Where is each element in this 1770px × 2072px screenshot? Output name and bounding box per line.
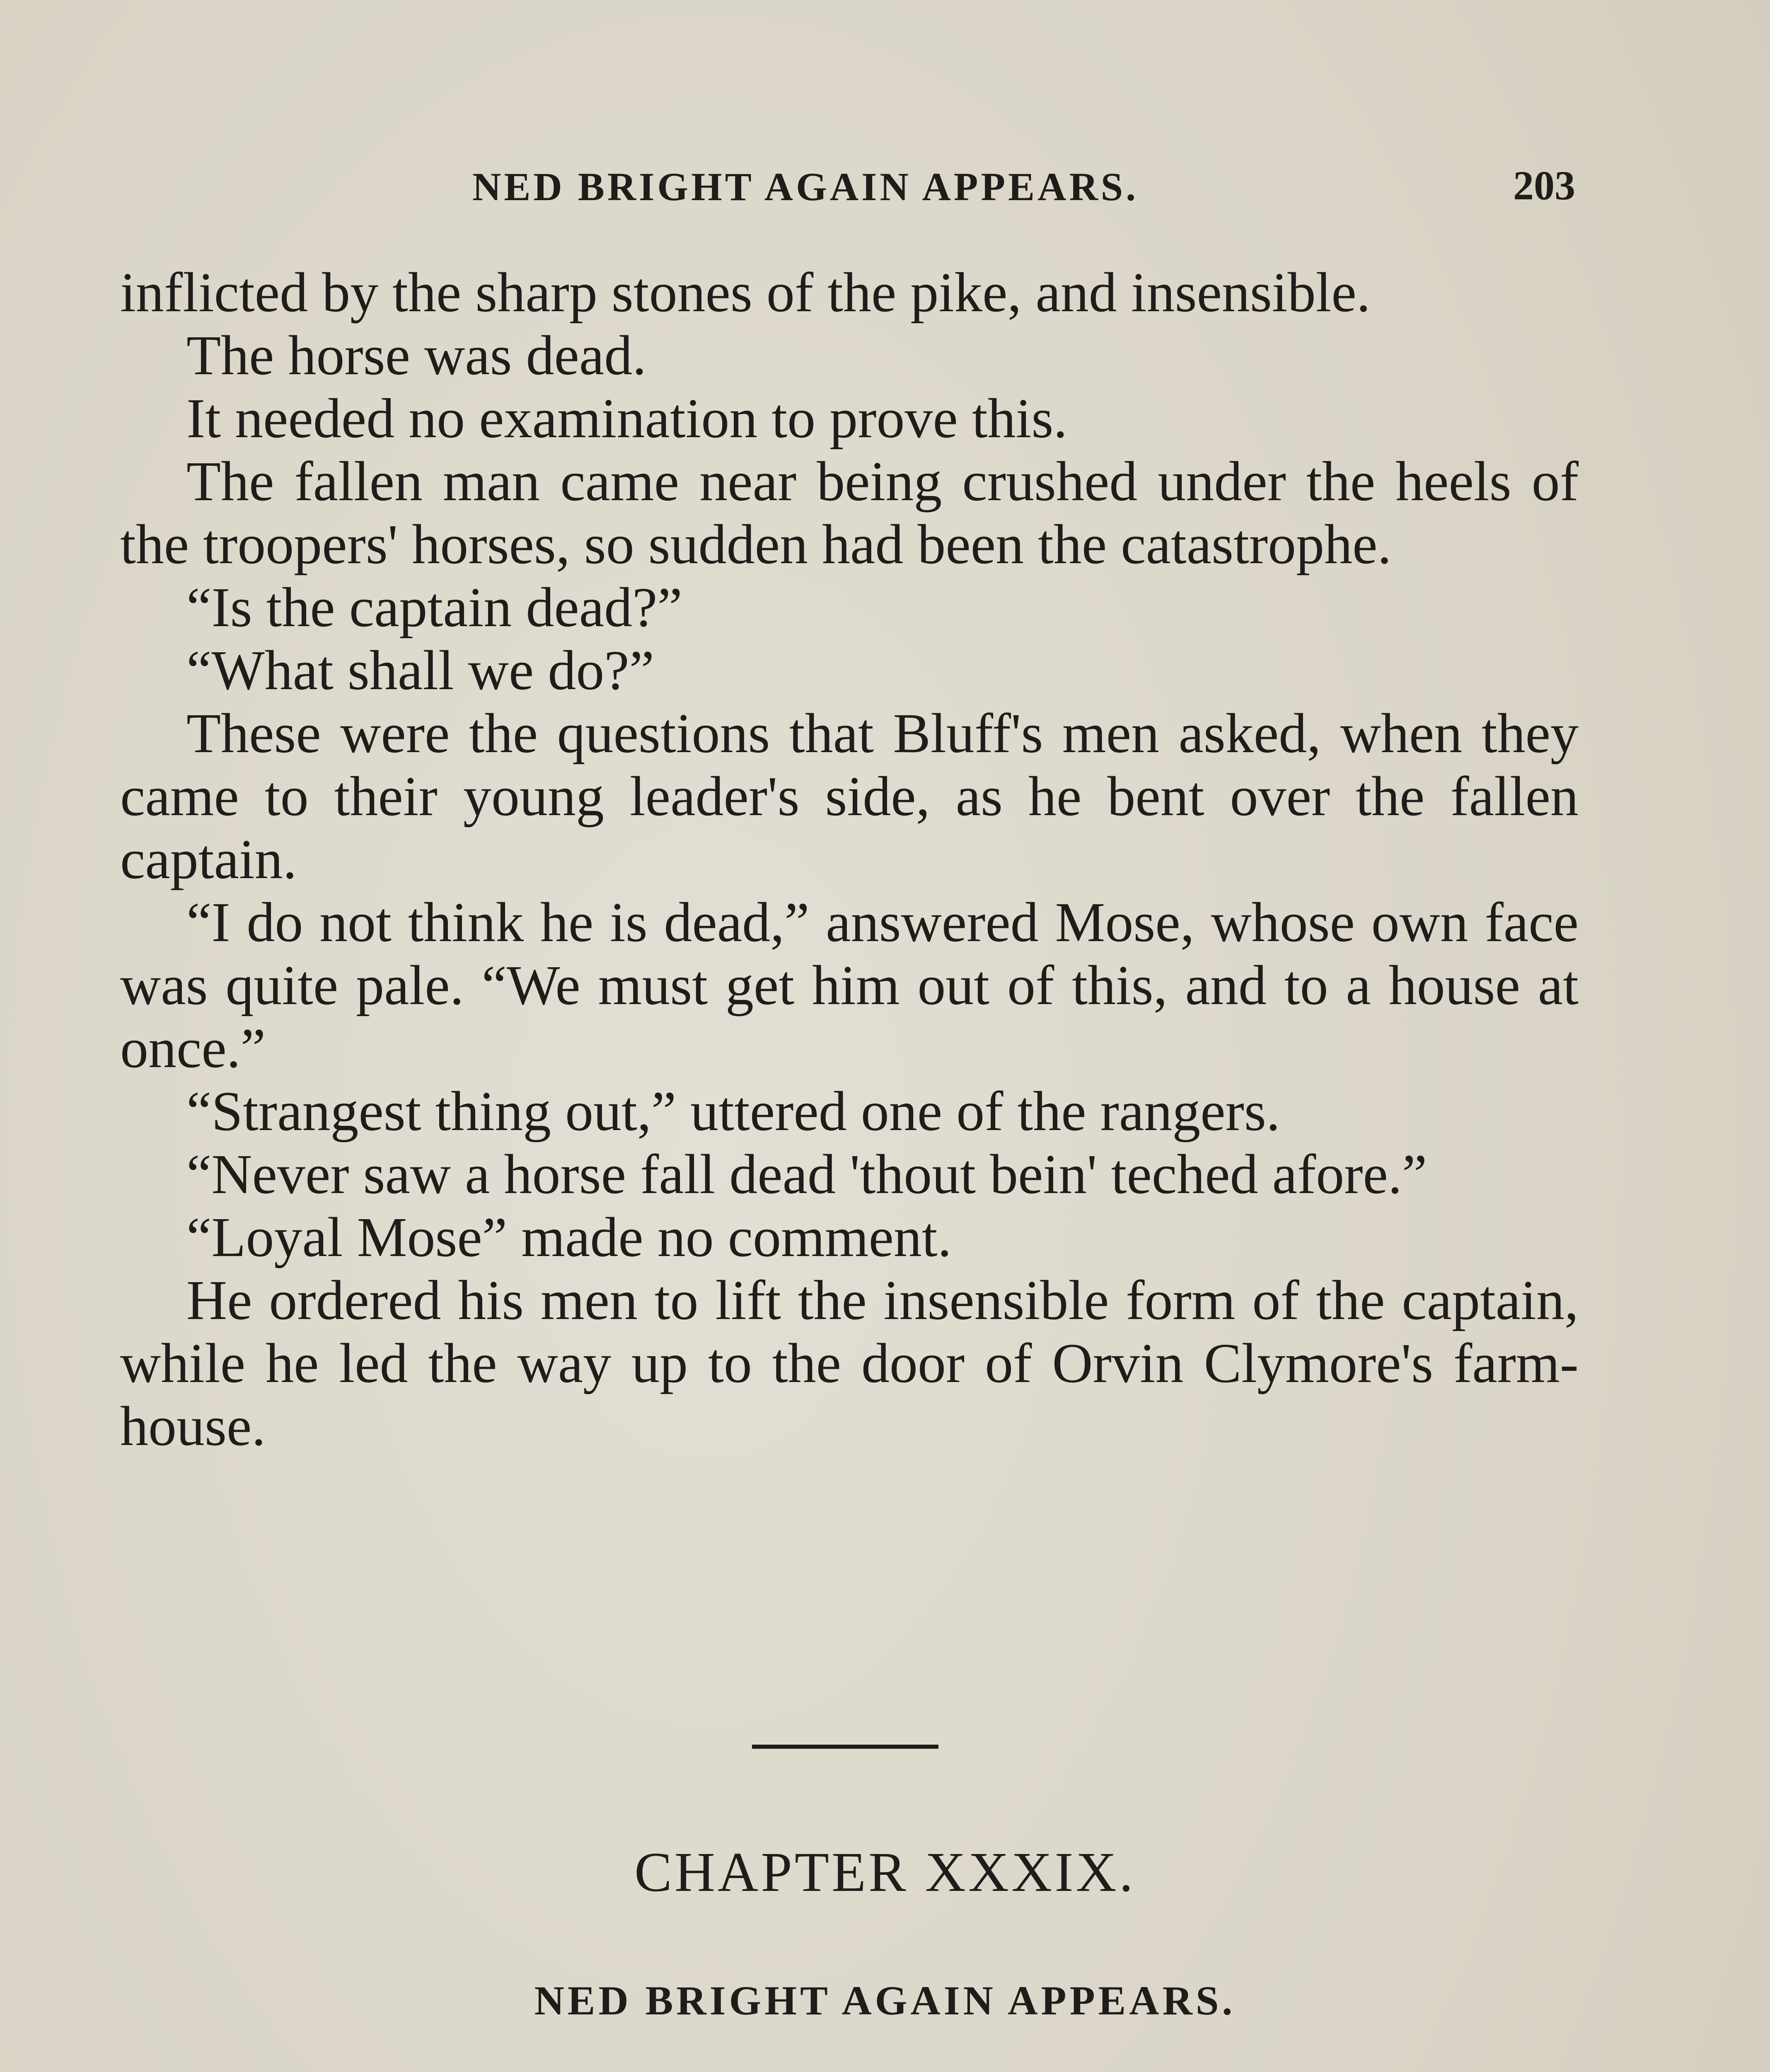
running-head: NED BRIGHT AGAIN APPEARS. [472, 165, 1139, 209]
paragraph: “Never saw a horse fall dead 'thout bein' teched afore.” [186, 1143, 1427, 1205]
paragraph: inflicted by the sharp stones of the pike, and insensible. [120, 261, 1371, 324]
paragraph: The fallen man came near being crushed under the heels of the troopers' horses, so sudden had been the catastrophe. [120, 450, 1579, 576]
paragraph: “I do not think he is dead,” answered Mose, whose own face was quite pale. “We must get him out of this, and to a house at once.” [120, 891, 1579, 1080]
continued-text [120, 261, 1579, 1458]
paragraph: “Loyal Mose” made no comment. [186, 1206, 952, 1268]
paragraph: “Strangest thing out,” uttered one of the rangers. [186, 1080, 1280, 1143]
paragraph: “What shall we do?” [186, 639, 655, 702]
paragraph: It needed no examination to prove this. [186, 387, 1068, 450]
chapter-title: CHAPTER XXXIX. [634, 1841, 1136, 1903]
chapter-subtitle: NED BRIGHT AGAIN APPEARS. [534, 1978, 1236, 2024]
paragraph: He ordered his men to lift the insensible form of the captain, while he led the way up to the door of Orvin Clymore's farm-house. [120, 1269, 1579, 1457]
paragraph: The horse was dead. [186, 324, 647, 387]
paragraph: “Is the captain dead?” [186, 576, 682, 639]
paragraph: These were the questions that Bluff's men asked, when they came to their young leader's side, as he bent over the fallen captain. [120, 702, 1579, 891]
section-divider [752, 1745, 938, 1749]
page-number: 203 [1513, 162, 1575, 208]
